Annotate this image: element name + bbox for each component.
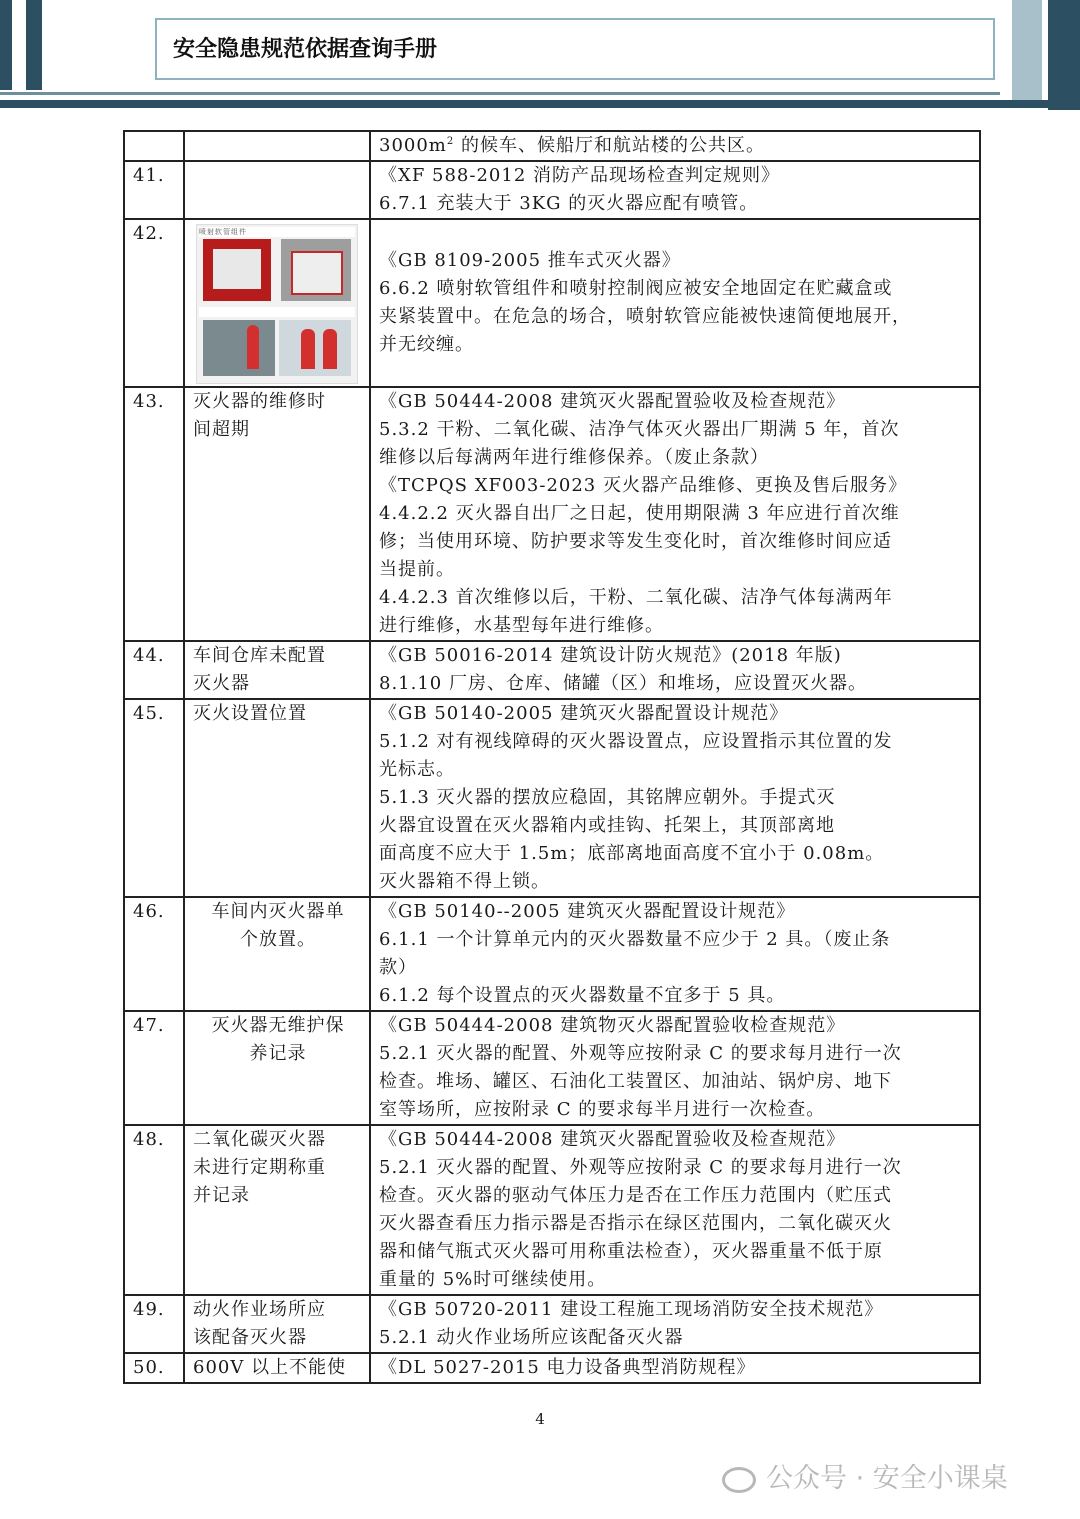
regulation-basis bbox=[370, 641, 980, 699]
table-row bbox=[124, 131, 980, 161]
hazard-item bbox=[184, 897, 370, 1011]
basis-line: 《GB 8109-2005 推车式灭火器》 bbox=[379, 250, 681, 271]
hazard-item-text: 灭火设置位置 bbox=[193, 703, 307, 724]
regulation-basis bbox=[370, 1353, 980, 1383]
hazard-item-text: 600V 以上不能使 bbox=[193, 1357, 347, 1378]
table-row bbox=[124, 1011, 980, 1125]
header-rule bbox=[0, 92, 1000, 95]
hazard-item-text: 动火作业场所应 该配备灭火器 bbox=[193, 1299, 326, 1348]
row-number: 48. bbox=[124, 1125, 184, 1295]
header-accent-bar bbox=[26, 0, 42, 90]
regulation-basis bbox=[370, 219, 980, 387]
regulation-table bbox=[123, 130, 981, 1384]
basis-line: 5.1.3 灭火器的摆放应稳固，其铭牌应朝外。手提式灭 bbox=[379, 787, 836, 808]
row-number: 50. bbox=[124, 1353, 184, 1383]
basis-line: 5.1.2 对有视线障碍的灭火器设置点，应设置指示其位置的发 bbox=[379, 731, 893, 752]
basis-line: 5.3.2 干粉、二氧化碳、洁净气体灭火器出厂期满 5 年，首次 bbox=[379, 419, 900, 440]
basis-line: 《GB 50444-2008 建筑灭火器配置验收及检查规范》 bbox=[379, 1129, 846, 1150]
page-number: 4 bbox=[535, 1410, 545, 1428]
basis-line: 维修以后每满两年进行维修保养。（废止条款） bbox=[379, 447, 769, 468]
regulation-basis bbox=[370, 1295, 980, 1353]
hazard-item bbox=[184, 161, 370, 219]
regulation-basis bbox=[370, 897, 980, 1011]
table-row bbox=[124, 641, 980, 699]
row-number: 41. bbox=[124, 161, 184, 219]
photo-caption: 喷射软管组件 bbox=[199, 227, 355, 237]
hazard-item bbox=[184, 1125, 370, 1295]
basis-line: 4.4.2.2 灭火器自出厂之日起，使用期限满 3 年应进行首次维 bbox=[379, 503, 900, 524]
row-number bbox=[124, 131, 184, 161]
row-number: 44. bbox=[124, 641, 184, 699]
basis-line: 《GB 50140-2005 建筑灭火器配置设计规范》 bbox=[379, 703, 789, 724]
basis-line: 《GB 50444-2008 建筑灭火器配置验收及检查规范》 bbox=[379, 391, 846, 412]
table-row bbox=[124, 897, 980, 1011]
basis-line: 室等场所，应按附录 C 的要求每半月进行一次检查。 bbox=[379, 1099, 826, 1120]
hazard-item bbox=[184, 641, 370, 699]
hazard-item bbox=[184, 699, 370, 897]
row-number: 47. bbox=[124, 1011, 184, 1125]
table-row bbox=[124, 1295, 980, 1353]
regulation-basis bbox=[370, 699, 980, 897]
basis-line: 当提前。 bbox=[379, 559, 455, 580]
basis-line: 面高度不应大于 1.5m；底部离地面高度不宜小于 0.08m。 bbox=[379, 843, 885, 864]
basis-line: $3000m^2$ 的候车、候船厅和航站楼的公共区。 bbox=[379, 135, 765, 156]
hazard-item bbox=[184, 131, 370, 161]
header-title-box bbox=[155, 18, 995, 80]
basis-line: 重量的 5%时可继续使用。 bbox=[379, 1269, 607, 1290]
basis-line: 《XF 588-2012 消防产品现场检查判定规则》 bbox=[379, 165, 780, 186]
regulation-basis bbox=[370, 387, 980, 641]
regulation-basis bbox=[370, 1011, 980, 1125]
wechat-icon bbox=[722, 1467, 756, 1493]
header-accent-bar bbox=[0, 0, 12, 90]
basis-line: 6.6.2 喷射软管组件和喷射控制阀应被安全地固定在贮藏盒或 bbox=[379, 278, 893, 299]
basis-line: 检查。灭火器的驱动气体压力是否在工作压力范围内（贮压式 bbox=[379, 1185, 892, 1206]
basis-line: 5.2.1 动火作业场所应该配备灭火器 bbox=[379, 1327, 684, 1348]
basis-line: 5.2.1 灭火器的配置、外观等应按附录 C 的要求每月进行一次 bbox=[379, 1043, 902, 1064]
header-rule bbox=[0, 100, 1080, 108]
regulation-basis bbox=[370, 161, 980, 219]
basis-line: 《GB 50720-2011 建设工程施工现场消防安全技术规范》 bbox=[379, 1299, 884, 1320]
hazard-item bbox=[184, 1295, 370, 1353]
hazard-item-text: 灭火器的维修时 间超期 bbox=[193, 391, 326, 440]
basis-line: 夹紧装置中。在危急的场合，喷射软管应能被快速简便地展开， bbox=[379, 306, 911, 327]
basis-line: 8.1.10 厂房、仓库、储罐（区）和堆场，应设置灭火器。 bbox=[379, 673, 867, 694]
basis-line: 《GB 50140--2005 建筑灭火器配置设计规范》 bbox=[379, 901, 796, 922]
basis-line: 6.1.1 一个计算单元内的灭火器数量不应少于 2 具。（废止条 bbox=[379, 929, 891, 950]
basis-line: 《DL 5027-2015 电力设备典型消防规程》 bbox=[379, 1357, 756, 1378]
table-row bbox=[124, 699, 980, 897]
basis-line: 6.7.1 充装大于 3KG 的灭火器应配有喷管。 bbox=[379, 193, 759, 214]
table-row bbox=[124, 1353, 980, 1383]
basis-line: 《GB 50444-2008 建筑物灭火器配置验收检查规范》 bbox=[379, 1015, 846, 1036]
row-number: 49. bbox=[124, 1295, 184, 1353]
hazard-item bbox=[184, 1353, 370, 1383]
basis-line: 检查。堆场、罐区、石油化工装置区、加油站、锅炉房、地下 bbox=[379, 1071, 892, 1092]
hazard-item-text: 车间内灭火器单 个放置。 bbox=[211, 901, 345, 950]
basis-line: 并无绞缠。 bbox=[379, 334, 474, 355]
table-row bbox=[124, 1125, 980, 1295]
row-number: 43. bbox=[124, 387, 184, 641]
watermark-text: 公众号 · 安全小课桌 bbox=[766, 1463, 1008, 1494]
row-number: 46. bbox=[124, 897, 184, 1011]
hazard-item-text: 车间仓库未配置 灭火器 bbox=[193, 645, 326, 694]
basis-line: 器和储气瓶式灭火器可用称重法检查），灭火器重量不低于原 bbox=[379, 1241, 883, 1262]
hazard-item-text: 二氧化碳灭火器 未进行定期称重 并记录 bbox=[193, 1129, 326, 1206]
header-accent-bar bbox=[1048, 0, 1080, 110]
basis-line: 进行维修，水基型每年进行维修。 bbox=[379, 615, 664, 636]
basis-line: 灭火器箱不得上锁。 bbox=[379, 871, 550, 892]
table-row bbox=[124, 161, 980, 219]
table-row bbox=[124, 219, 980, 387]
header-accent-bar bbox=[1012, 0, 1042, 100]
basis-line: 灭火器查看压力指示器是否指示在绿区范围内，二氧化碳灭火 bbox=[379, 1213, 892, 1234]
hazard-item bbox=[184, 219, 370, 387]
basis-line: 《GB 50016-2014 建筑设计防火规范》(2018 年版) bbox=[379, 645, 842, 666]
basis-line: 修；当使用环境、防护要求等发生变化时，首次维修时间应适 bbox=[379, 531, 892, 552]
basis-line: 光标志。 bbox=[379, 759, 455, 780]
watermark bbox=[722, 1456, 1008, 1495]
document-title: 安全隐患规范依据查询手册 bbox=[173, 37, 438, 62]
basis-line: 款） bbox=[379, 957, 417, 978]
basis-line: 《TCPQS XF003-2023 灭火器产品维修、更换及售后服务》 bbox=[379, 475, 907, 496]
basis-line: 5.2.1 灭火器的配置、外观等应按附录 C 的要求每月进行一次 bbox=[379, 1157, 902, 1178]
hose-photo bbox=[196, 224, 358, 384]
row-number: 42. bbox=[124, 219, 184, 387]
basis-line: 火器宜设置在灭火器箱内或挂钩、托架上，其顶部离地 bbox=[379, 815, 835, 836]
hazard-item bbox=[184, 387, 370, 641]
regulation-basis bbox=[370, 131, 980, 161]
hazard-item bbox=[184, 1011, 370, 1125]
basis-line: 4.4.2.3 首次维修以后，干粉、二氧化碳、洁净气体每满两年 bbox=[379, 587, 893, 608]
basis-line: 6.1.2 每个设置点的灭火器数量不宜多于 5 具。 bbox=[379, 985, 786, 1006]
row-number: 45. bbox=[124, 699, 184, 897]
regulation-basis bbox=[370, 1125, 980, 1295]
table-row bbox=[124, 387, 980, 641]
hazard-item-text: 灭火器无维护保 养记录 bbox=[211, 1015, 345, 1064]
